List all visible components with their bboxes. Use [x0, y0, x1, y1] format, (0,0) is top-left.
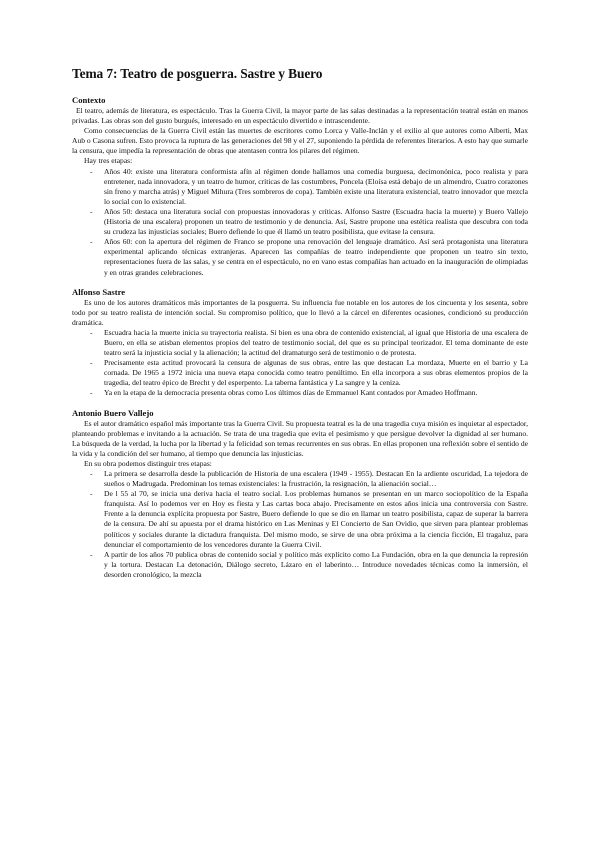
- sastre-list: [72, 328, 528, 399]
- buero-paragraph-1: Es el autor dramático español más importante tras la Guerra Civil. Su propuesta teatral es la de una tragedia cuya misión es inquietar al espectador, planteando problemas e invitando a la actuación. Se trata de una tragedia que evita el pesimismo y que persigue devolver la dignidad al ser humano. La búsqueda de la verdad, la lucha por la libertad y la felicidad son temas recurrentes en sus obras. En ellas proponen una reflexión sobre el sentido de la vida y la condición del ser humano, al tiempo que denuncia las injusticias.: [72, 418, 528, 458]
- section-heading-sastre: Alfonso Sastre: [72, 286, 126, 297]
- list-item: - A partir de los años 70 publica obras de contenido social y político más explícito como La Fundación, obra en la que denuncia la represión y la tortura. Destacan La detonación, Diálogo secreto, Lázaro en el laberinto… Introduce novedades técnicas como la inmersión, el desorden cronológico, la mezcla: [90, 550, 528, 580]
- list-item: - Ya en la etapa de la democracia presenta obras como Los últimos días de Emmanuel Kant contados por Amadeo Hoffmann.: [90, 388, 528, 398]
- buero-list: [72, 469, 528, 580]
- document-page: [72, 66, 528, 580]
- list-item: - Años 50: destaca una literatura social con propuestas innovadoras y críticas. Alfonso Sastre (Escuadra hacia la muerte) y Buero Vallejo (Historia de una escalera) proponen un teatro de testimonio y de denuncia. Así, Sastre propone una estética realista que descubra con toda su crudeza las injusticias sociales; Buero defiende lo que él llamó un teatro posibilista, que evitase la censura.: [90, 207, 528, 237]
- contexto-list: [72, 167, 528, 278]
- contexto-paragraph-1: El teatro, además de literatura, es espectáculo. Tras la Guerra Civil, la mayor parte de las salas destinadas a la representación teatral están en manos privadas. Las obras son del gusto burgués, interesado en un espectáculo divertido e intrascendente.: [72, 106, 528, 126]
- section-heading-contexto: Contexto: [72, 95, 106, 105]
- buero-paragraph-2: En su obra podemos distinguir tres etapas:: [84, 458, 212, 468]
- document-title: Tema 7: Teatro de posguerra. Sastre y Buero: [72, 66, 323, 81]
- list-item: - Años 40: existe una literatura conformista afín al régimen donde hallamos una comedia burguesa, decimonónica, poco realista y para entretener, nada innovadora, y un teatro de humor, críticas de las costumbres, Poncela (Eloísa está debajo de un almendro, Cuatro corazones sin freno y marcha atrás) y Miguel Mihura (Tres sombreros de copa). También existe una literatura existencial, teatro innovador que mezcla lo social con lo existencial.: [90, 167, 528, 207]
- section-heading-buero: Antonio Buero Vallejo: [72, 407, 154, 418]
- contexto-paragraph-3: Hay tres etapas:: [84, 156, 133, 166]
- list-item: - Escuadra hacia la muerte inicia su trayectoria realista. Si bien es una obra de contenido existencial, al igual que Historia de una escalera de Buero, en ella se atisban elementos propios del teatro de testimonio social, del que es su principal teorizador. El tema dominante de este teatro será la injusticia social y la alienación; la actitud del dramaturgo será de testimonio o de protesta.: [90, 328, 528, 358]
- list-item: - Precisamente esta actitud provocará la censura de algunas de sus obras, entre las que destacan La mordaza, Muerte en el barrio y La cornada. De 1965 a 1972 inicia una nueva etapa conocida como teatro penúltimo. En ella incorpora a sus obras elementos propios de la tragedia, del teatro épico de Brecht y del esperpento. La taberna fantástica y La sangre y la ceniza.: [90, 358, 528, 388]
- sastre-paragraph-1: Es uno de los autores dramáticos más importantes de la posguerra. Su influencia fue notable en los autores de los cincuenta y los sesenta, sobre todo por su teatro realista de intención social. Su compromiso político, que lo llevó a la cárcel en diferentes ocasiones, condicionó su producción dramática.: [72, 297, 528, 327]
- list-item: - Años 60: con la apertura del régimen de Franco se propone una renovación del lenguaje dramático. Así será protagonista una literatura experimental aplicando técnicas extranjeras. Aparecen las compañías de teatro independiente que proponen un teatro sin texto, representaciones fuera de las salas, y se centra en el espectáculo, no en vano estas compañías han actuado en la inauguración de olimpiadas y en otras grandes celebraciones.: [90, 237, 528, 277]
- contexto-paragraph-2: Como consecuencias de la Guerra Civil están las muertes de escritores como Lorca y Valle-Inclán y el exilio al que autores como Alberti, Max Aub o Casona sufren. Esto provoca la ruptura de las generaciones del 98 y el 27, suponiendo la pérdida de referentes literarios. A esto hay que sumarle la censura, que impedía la representación de obras que atentasen contra los pilares del régimen.: [72, 126, 528, 156]
- list-item: - La primera se desarrolla desde la publicación de Historia de una escalera (1949 - 1955). Destacan En la ardiente oscuridad, La tejedora de sueños o Madrugada. Predominan los temas existenciales: la frustración, la resignación, la alienación social…: [90, 469, 528, 489]
- list-item: - De l 55 al 70, se inicia una deriva hacia el teatro social. Los problemas humanos se presentan en un marco sociopolítico de la España franquista. Así lo podemos ver en Hoy es fiesta y Las cartas boca abajo. Precisamente en estos años inicia una controversia con Sastre. Frente a la denuncia explícita propuesta por Sastre, Buero defiende lo que se dio en llamar un teatro posibilista, capaz de superar la barrera de la censura. De ahí su apuesta por el drama histórico en Las Meninas y El Concierto de San Ovidio, que sirven para plantear problemas políticos y sociales durante la dictadura franquista. Del mismo modo, se sirve de una obra próxima a la ciencia ficción, El tragaluz, para denunciar el comportamiento de los vencedores durante la Guerra Civil.: [90, 489, 528, 550]
